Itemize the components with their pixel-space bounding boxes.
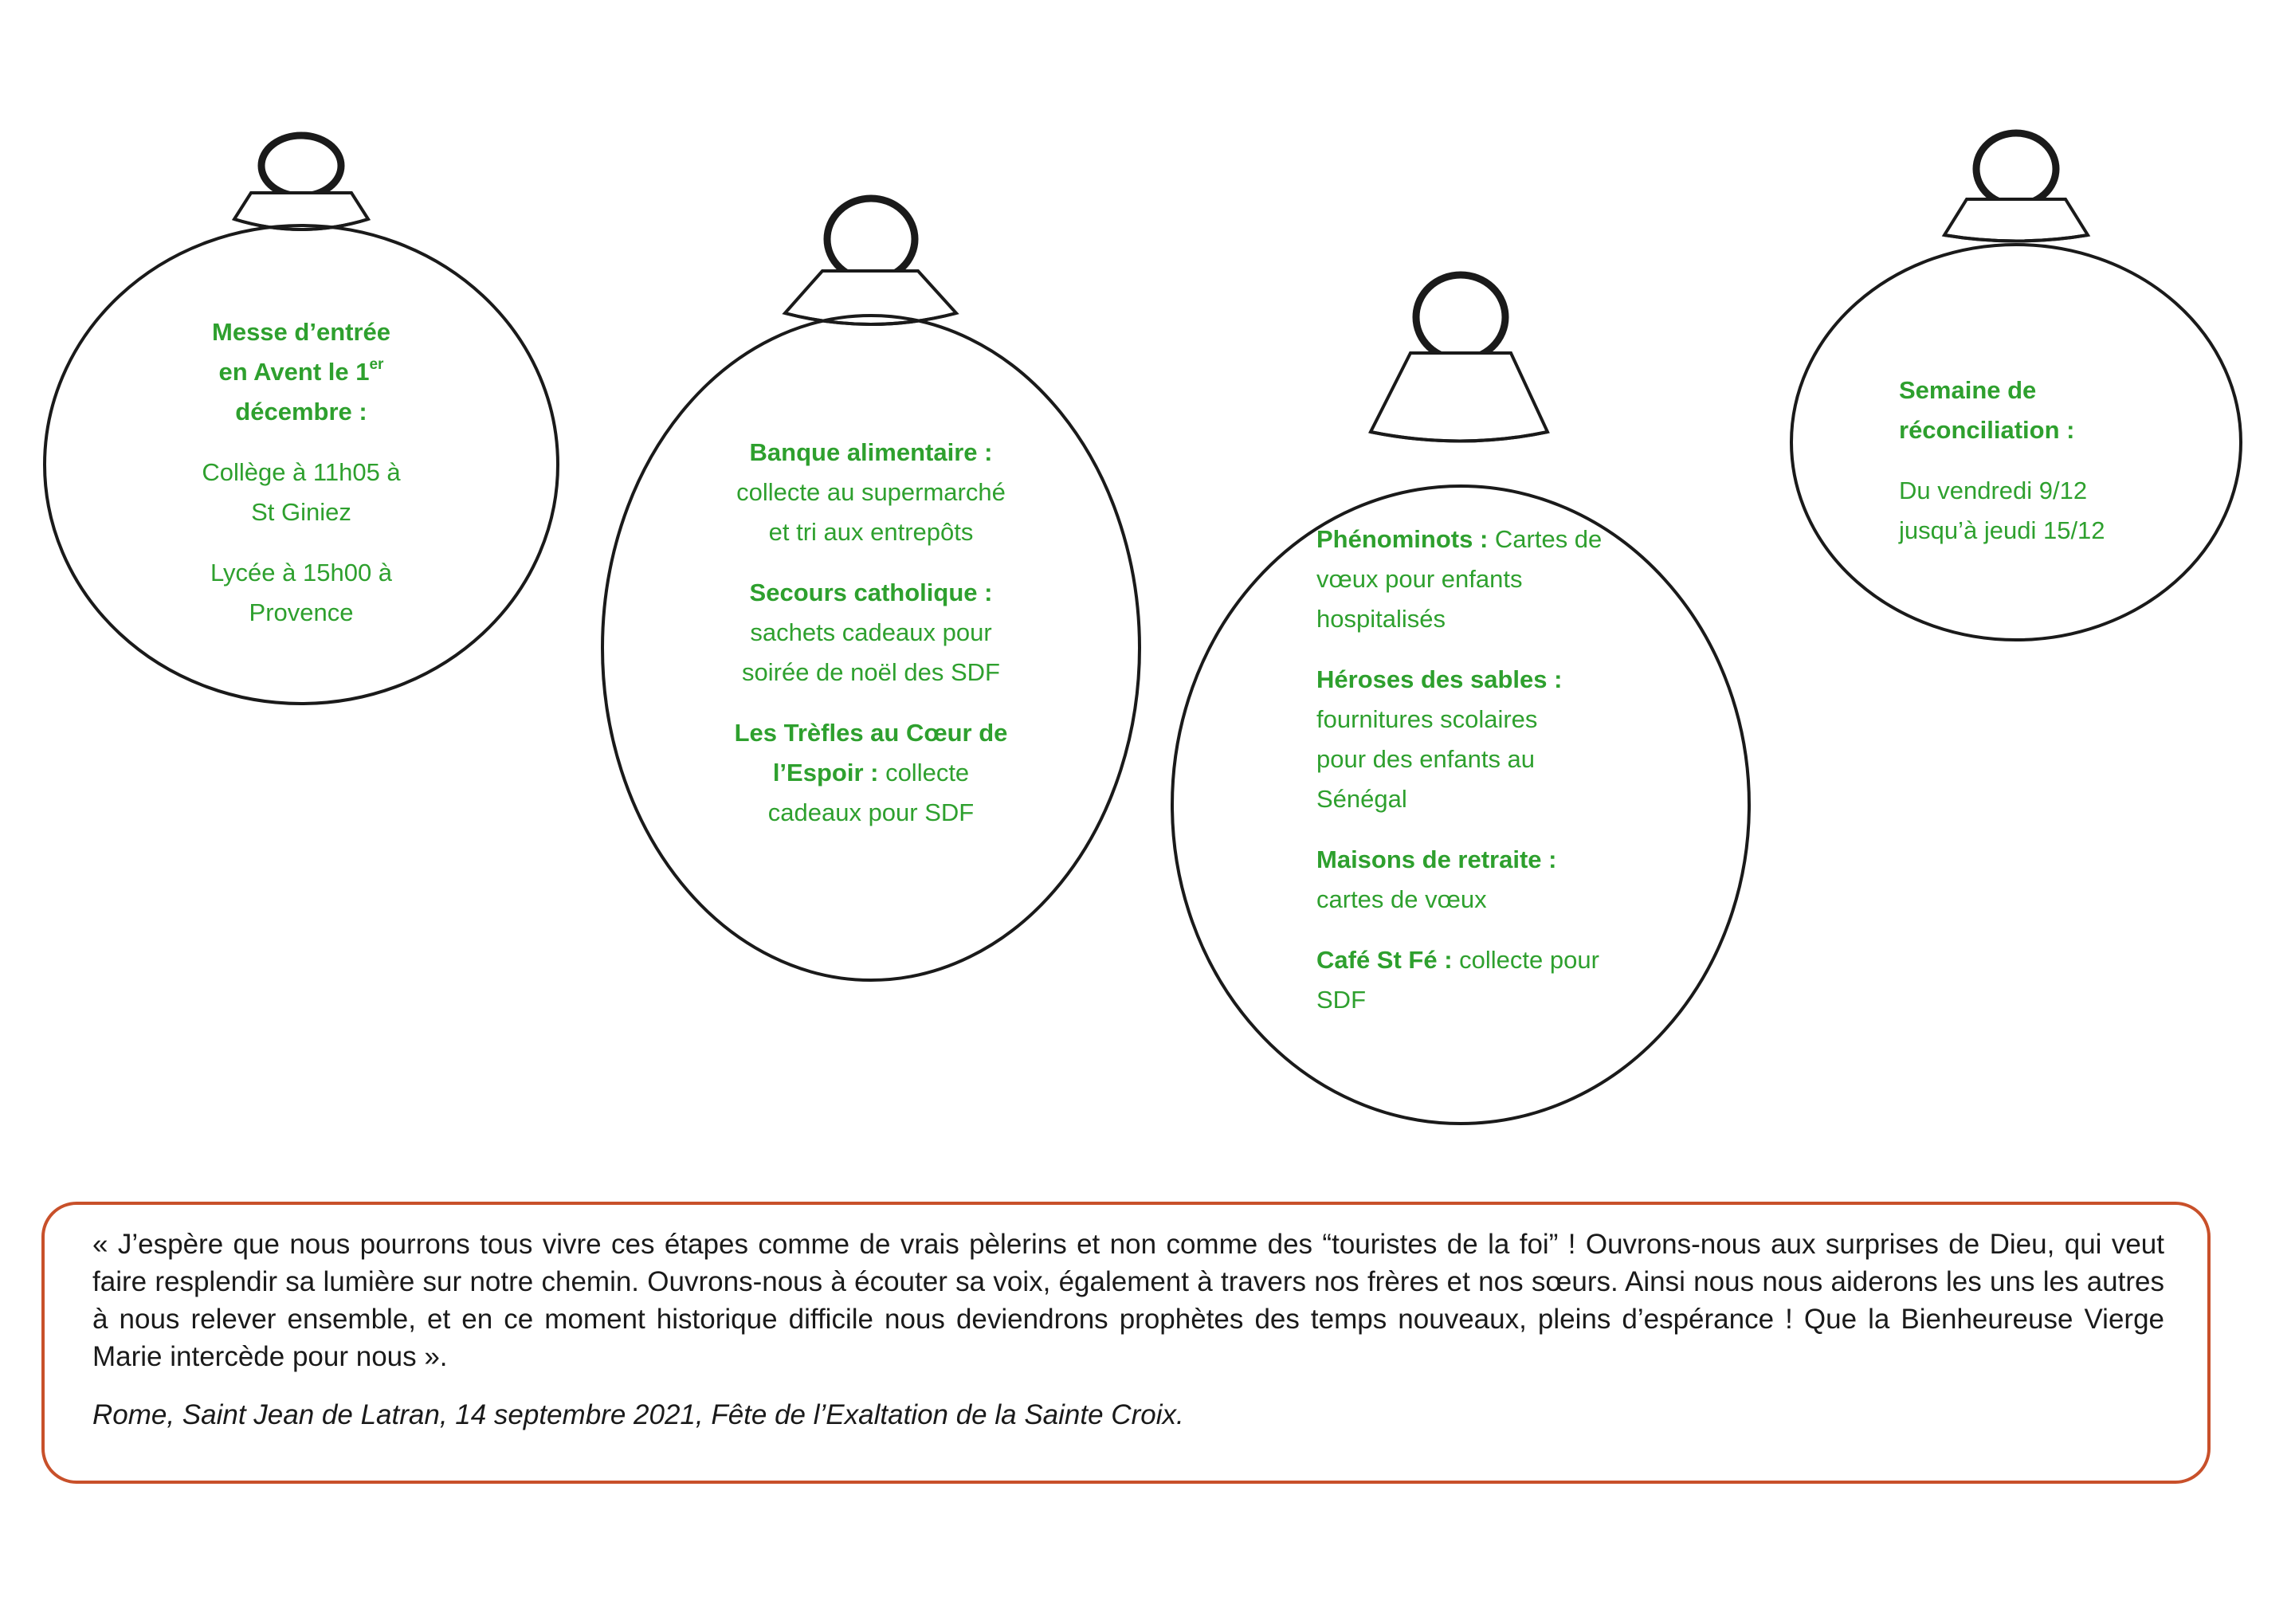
- reconciliation-heading-line1: Semaine de: [1899, 376, 2037, 404]
- phenominots-line2: vœux pour enfants: [1316, 565, 1523, 593]
- ornament-1-heading-line3: décembre :: [235, 398, 367, 426]
- secours-line1: sachets cadeaux pour: [750, 618, 992, 646]
- ornament-1-text: [150, 312, 453, 633]
- food-bank-line1: collecte au supermarché: [736, 478, 1006, 506]
- trefles-title-line2: l’Espoir :: [772, 759, 879, 787]
- ornament-3-text: [1316, 520, 1651, 1020]
- quote-box: [41, 1202, 2211, 1484]
- cafe-line2: SDF: [1316, 986, 1366, 1014]
- quote-text: « J’espère que nous pourrons tous vivre ces étapes comme de vrais pèlerins et non comme des “touristes de la foi” ! Ouvrons-nous aux surprises de Dieu, qui veut faire resplendir sa lumière sur notre chemin. Ouvrons-nous à écouter sa voix, également à travers nos frères et nos sœurs. Ainsi nous nous aiderons les uns les autres à nous relever ensemble, et en ce moment historique difficile nous deviendrons prophètes des temps nouveaux, pleins d’espérance ! Que la Bienheureuse Vierge Marie intercède pour nous ».: [92, 1229, 2164, 1372]
- trefles-title-line1: Les Trèfles au Cœur de: [734, 719, 1008, 747]
- food-bank-line2: et tri aux entrepôts: [768, 518, 974, 546]
- trefles-line3: cadeaux pour SDF: [767, 798, 975, 826]
- trefles-text-line2: collecte: [878, 759, 970, 787]
- ornament-1-lycee-line2: Provence: [249, 598, 354, 626]
- reconciliation-dates-line2: jusqu’à jeudi 15/12: [1899, 516, 2105, 544]
- phenominots-line3: hospitalisés: [1316, 605, 1446, 633]
- ornament-1-heading-line1: Messe d’entrée: [212, 318, 390, 346]
- heroses-title: Héroses des sables :: [1316, 665, 1563, 693]
- ornament-1-college-line1: Collège à 11h05 à: [202, 458, 401, 486]
- reconciliation-heading-line2: réconciliation :: [1899, 416, 2075, 444]
- cafe-text-line1: collecte pour: [1452, 946, 1599, 974]
- ornament-1-college-line2: St Giniez: [251, 498, 351, 526]
- ornament-1-heading-sup: er: [369, 356, 384, 373]
- reconciliation-dates-line1: Du vendredi 9/12: [1899, 477, 2088, 504]
- phenominots-title: Phénominots :: [1316, 525, 1489, 553]
- heroses-line3: Sénégal: [1316, 785, 1407, 813]
- ornament-4-text: [1899, 371, 2154, 551]
- ornament-2-text: [696, 433, 1046, 833]
- heroses-line1: fournitures scolaires: [1316, 705, 1538, 733]
- cafe-title: Café St Fé :: [1316, 946, 1453, 974]
- retraite-title: Maisons de retraite :: [1316, 845, 1557, 873]
- secours-line2: soirée de noël des SDF: [742, 658, 1000, 686]
- quote-source: Rome, Saint Jean de Latran, 14 septembre 2021, Fête de l’Exaltation de la Sainte Croix.: [92, 1399, 1184, 1430]
- ornament-1-heading-line2: en Avent le 1: [218, 358, 370, 386]
- food-bank-title: Banque alimentaire :: [749, 438, 993, 466]
- ornament-1-lycee-line1: Lycée à 15h00 à: [210, 559, 393, 586]
- heroses-line2: pour des enfants au: [1316, 745, 1536, 773]
- retraite-line1: cartes de vœux: [1316, 885, 1487, 913]
- secours-title: Secours catholique :: [749, 579, 993, 606]
- phenominots-text-line1: Cartes de: [1488, 525, 1603, 553]
